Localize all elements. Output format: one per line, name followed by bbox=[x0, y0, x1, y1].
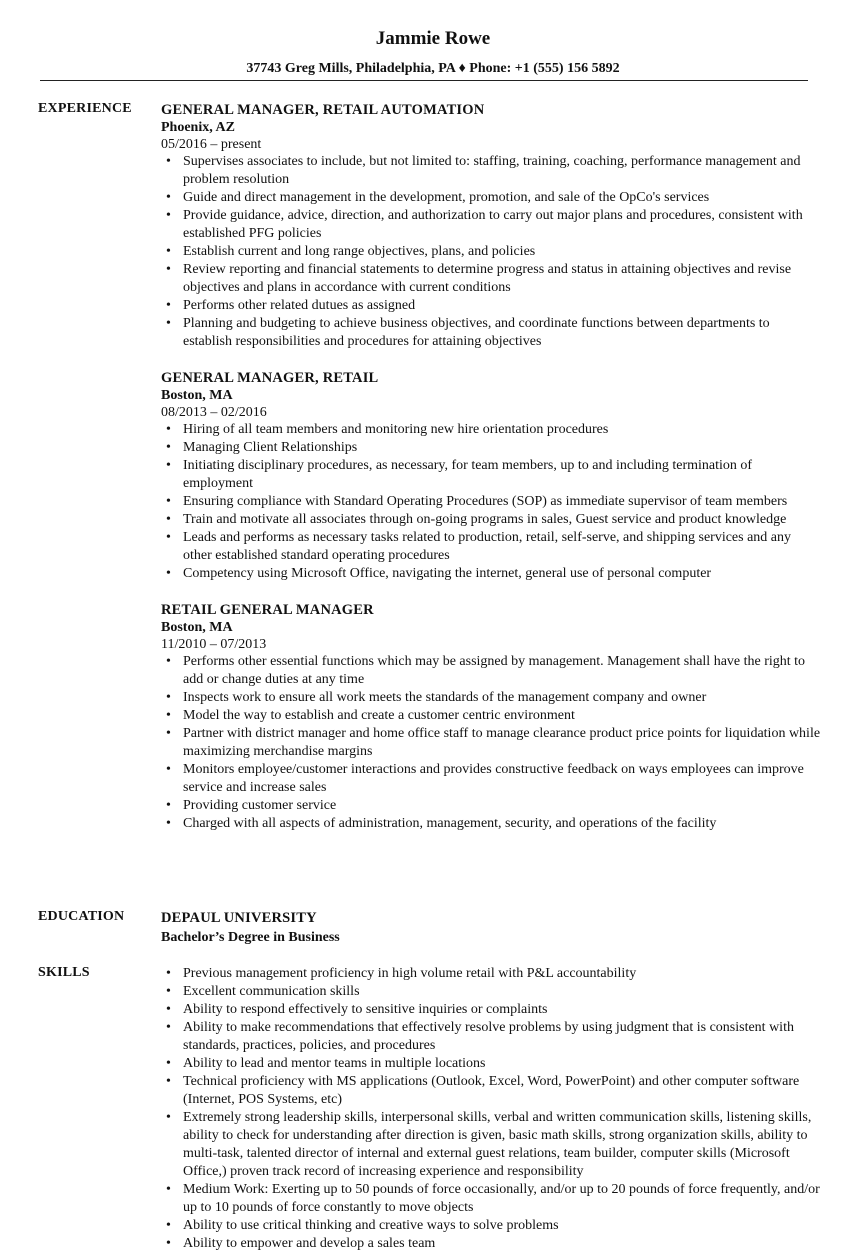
school-name: DEPAUL UNIVERSITY bbox=[161, 910, 317, 926]
bullet-item: • Charged with all aspects of administration, management, security, and operations of the facility bbox=[161, 815, 821, 833]
skills-list bbox=[161, 965, 821, 1253]
skill-item: • Previous management proficiency in high volume retail with P&L accountability bbox=[161, 965, 821, 983]
bullet-item: • Train and motivate all associates through on-going programs in sales, Guest service and product knowledge bbox=[161, 511, 821, 529]
skill-item: • Excellent communication skills bbox=[161, 983, 821, 1001]
skill-item: • Extremely strong leadership skills, interpersonal skills, verbal and written communication skills, listening skills, ability to check for understanding after direction is given, basic math skills, strong organization skills, ability to multi-task, talented director of internal and external guest relations, team builder, computer skills (Microsoft Office,) proven track record of increasing experience and responsibility bbox=[161, 1109, 821, 1181]
bullet-item: • Providing customer service bbox=[161, 797, 821, 815]
skill-item: • Ability to empower and develop a sales team bbox=[161, 1235, 821, 1253]
job-title: RETAIL GENERAL MANAGER bbox=[161, 602, 374, 618]
bullet-item: • Performs other essential functions which may be assigned by management. Management shall have the right to add or change duties at any time bbox=[161, 653, 821, 689]
skill-item: • Ability to use critical thinking and creative ways to solve problems bbox=[161, 1217, 821, 1235]
job-bullets bbox=[161, 653, 821, 833]
contact-line: 37743 Greg Mills, Philadelphia, PA ♦ Phone: +1 (555) 156 5892 bbox=[246, 61, 620, 76]
header-divider bbox=[40, 80, 808, 81]
bullet-item: • Provide guidance, advice, direction, and authorization to carry out major plans and procedures, consistent with established PFG policies bbox=[161, 207, 821, 243]
candidate-name: Jammie Rowe bbox=[375, 28, 491, 49]
skill-item: • Ability to respond effectively to sensitive inquiries or complaints bbox=[161, 1001, 821, 1019]
job-location: Phoenix, AZ bbox=[161, 120, 235, 135]
skill-item: • Medium Work: Exerting up to 50 pounds of force occasionally, and/or up to 20 pounds of force frequently, and/or up to 10 pounds of force constantly to move objects bbox=[161, 1181, 821, 1217]
bullet-item: • Guide and direct management in the development, promotion, and sale of the OpCo's services bbox=[161, 189, 821, 207]
bullet-item: • Ensuring compliance with Standard Operating Procedures (SOP) as immediate supervisor of team members bbox=[161, 493, 821, 511]
section-label-skills: SKILLS bbox=[38, 965, 90, 980]
bullet-item: • Hiring of all team members and monitoring new hire orientation procedures bbox=[161, 421, 821, 439]
bullet-item: • Initiating disciplinary procedures, as necessary, for team members, up to and including termination of employment bbox=[161, 457, 821, 493]
skills-column bbox=[161, 965, 821, 1253]
bullet-item: • Supervises associates to include, but not limited to: staffing, training, coaching, performance management and problem resolution bbox=[161, 153, 821, 189]
bullet-item: • Planning and budgeting to achieve business objectives, and coordinate functions between departments to establish responsibilities and procedures for attaining objectives bbox=[161, 315, 821, 351]
job-location: Boston, MA bbox=[161, 388, 233, 403]
job-bullets bbox=[161, 421, 821, 583]
bullet-item: • Competency using Microsoft Office, navigating the internet, general use of personal computer bbox=[161, 565, 821, 583]
skill-item: • Ability to lead and mentor teams in multiple locations bbox=[161, 1055, 821, 1073]
education-column bbox=[161, 909, 821, 947]
bullet-item: • Monitors employee/customer interactions and provides constructive feedback on ways employees can improve service and increase sales bbox=[161, 761, 821, 797]
bullet-item: • Performs other related dutues as assigned bbox=[161, 297, 821, 315]
section-label-experience: EXPERIENCE bbox=[38, 101, 132, 116]
bullet-item: • Inspects work to ensure all work meets the standards of the management company and owner bbox=[161, 689, 821, 707]
job-entry bbox=[161, 369, 821, 583]
job-title: GENERAL MANAGER, RETAIL AUTOMATION bbox=[161, 102, 485, 118]
job-location: Boston, MA bbox=[161, 620, 233, 635]
section-label-education: EDUCATION bbox=[38, 909, 125, 924]
bullet-item: • Leads and performs as necessary tasks related to production, retail, self-serve, and shipping services and any other established standard operating procedures bbox=[161, 529, 821, 565]
job-bullets bbox=[161, 153, 821, 351]
skill-item: • Technical proficiency with MS applications (Outlook, Excel, Word, PowerPoint) and other computer software (Internet, POS Systems, etc) bbox=[161, 1073, 821, 1109]
degree-name: Bachelor’s Degree in Business bbox=[161, 930, 340, 945]
job-dates: 11/2010 – 07/2013 bbox=[161, 637, 267, 652]
bullet-item: • Partner with district manager and home office staff to manage clearance product price points for liquidation while maximizing merchandise margins bbox=[161, 725, 821, 761]
job-dates: 08/2013 – 02/2016 bbox=[161, 405, 267, 420]
job-title: GENERAL MANAGER, RETAIL bbox=[161, 370, 379, 386]
bullet-item: • Review reporting and financial statements to determine progress and status in attaining objectives and revise objectives and plans in accordance with current conditions bbox=[161, 261, 821, 297]
skill-item: • Ability to make recommendations that effectively resolve problems by using judgment that is consistent with standards, practices, policies, and procedures bbox=[161, 1019, 821, 1055]
job-entry bbox=[161, 601, 821, 833]
job-entry bbox=[161, 101, 821, 351]
experience-column bbox=[161, 101, 821, 851]
bullet-item: • Managing Client Relationships bbox=[161, 439, 821, 457]
job-dates: 05/2016 – present bbox=[161, 137, 262, 152]
bullet-item: • Establish current and long range objectives, plans, and policies bbox=[161, 243, 821, 261]
bullet-item: • Model the way to establish and create a customer centric environment bbox=[161, 707, 821, 725]
